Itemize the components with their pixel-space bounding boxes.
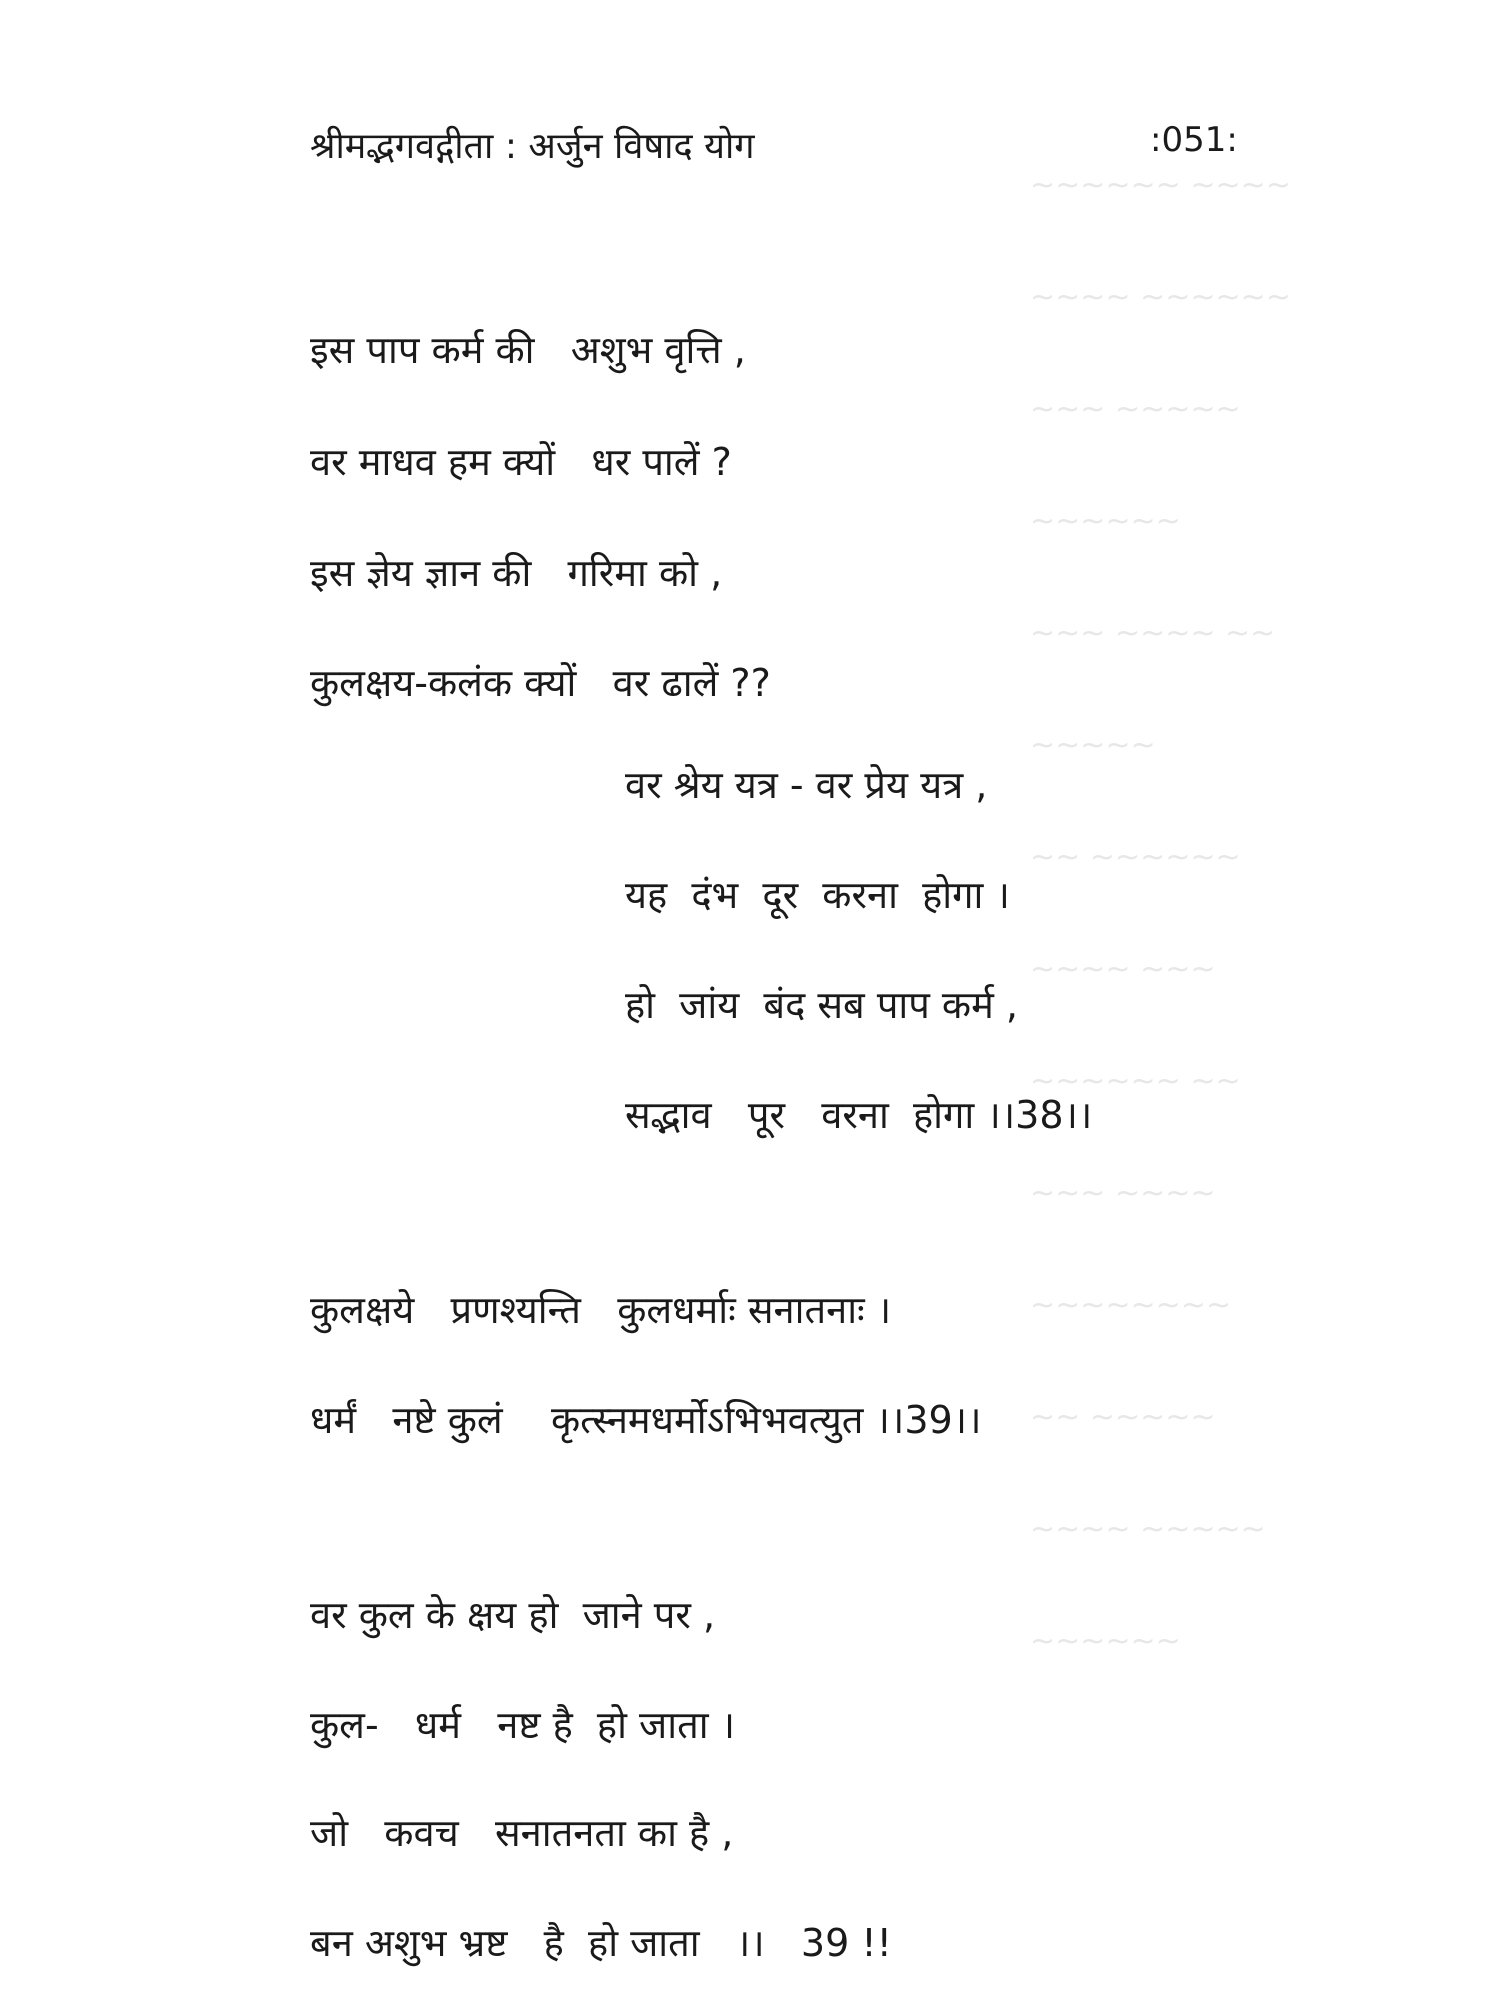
header-title: श्रीमद्भगवद्गीता : अर्जुन विषाद योग [310, 126, 755, 167]
stanza3-line-1: वर कुल के क्षय हो जाने पर , [310, 1593, 716, 1637]
stanza1-line-4: कुलक्षय-कलंक क्यों वर ढालें ?? [310, 661, 771, 705]
stanza3-line-2: कुल- धर्म नष्ट है हो जाता । [310, 1703, 736, 1747]
stanza2-line-1: वर श्रेय यत्र - वर प्रेय यत्र , [625, 763, 988, 807]
stanza1-line-2: वर माधव हम क्यों धर पालें ? [310, 440, 732, 484]
stanza2-line-2: यह दंभ दूर करना होगा । [625, 873, 1010, 917]
page-number: :051: [1150, 120, 1238, 160]
stanza2-line-4: सद्भाव पूर वरना होगा ।।38।। [625, 1093, 1093, 1137]
stanza2-line-3: हो जांय बंद सब पाप कर्म , [625, 983, 1018, 1027]
shloka-line-1: कुलक्षये प्रणश्यन्ति कुलधर्माः सनातनाः । [310, 1288, 892, 1332]
stanza3-line-3: जो कवच सनातनता का है , [310, 1811, 734, 1855]
stanza1-line-1: इस पाप कर्म की अशुभ वृत्ति , [310, 328, 746, 372]
reverse-side-bleed: ~~~~~~ ~~~~ ~~~~ ~~~~~~ ~~~ ~~~~~ ~~~~~~ ~~~ ~~~~ ~~ ~~~~~ ~~ ~~~~~~ ~~~~ ~~~ ~~~~~~ ~~ ~~~ ~~~~ ~~~~~~~~ ~~ ~~~~~ ~~~~ ~~~~~ ~~~~~~ [1030, 168, 1291, 1659]
page-header [310, 120, 1270, 180]
shloka-line-2: धर्मं नष्टे कुलं कृत्स्नमधर्मोऽभिभवत्युत ।।39।। [310, 1398, 982, 1442]
stanza1-line-3: इस ज्ञेय ज्ञान की गरिमा को , [310, 551, 723, 595]
stanza3-line-4: बन अशुभ भ्रष्ट है हो जाता ।। 39 !! [310, 1921, 892, 1965]
